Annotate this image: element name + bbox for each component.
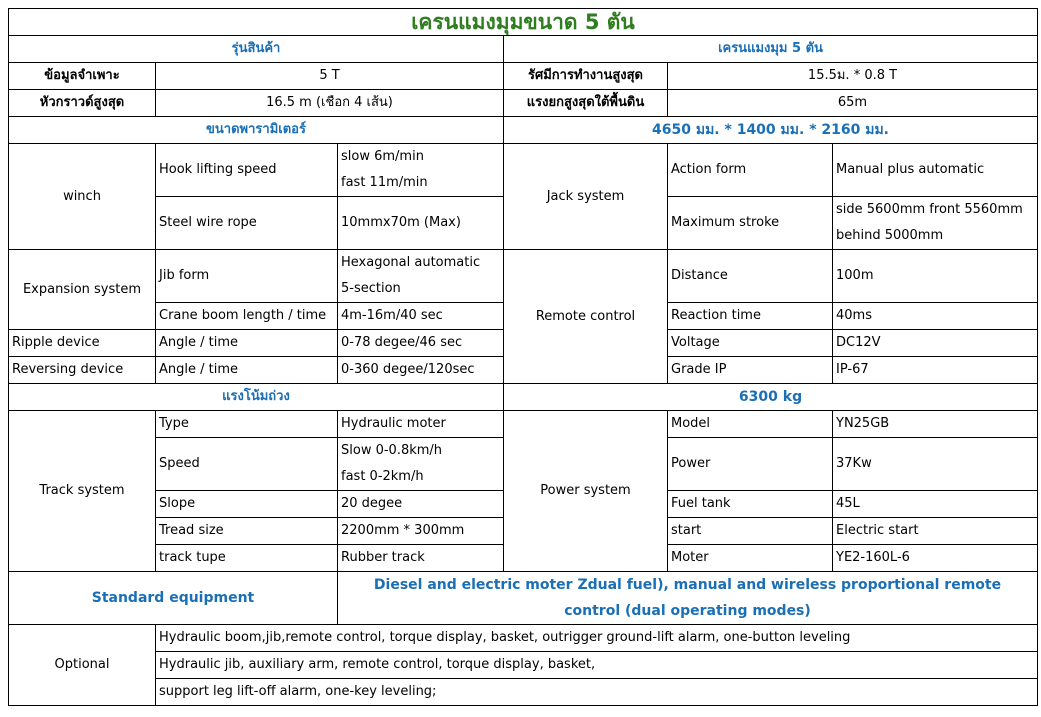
jib-label: Jib form (156, 250, 338, 303)
jack-label: Jack system (504, 144, 668, 250)
radius-value: 15.5ม. * 0.8 T (668, 63, 1038, 90)
stroke-line-2: behind 5000mm (836, 228, 944, 243)
tread-label: Tread size (156, 518, 338, 545)
speed-value (338, 438, 504, 491)
remote-label: Remote control (504, 250, 668, 384)
spec-value: 5 T (156, 63, 504, 90)
fuel-value: 45L (833, 491, 1038, 518)
speed-line-2: fast 0-2km/h (341, 469, 424, 484)
moment-value: 6300 kg (504, 384, 1038, 411)
tread-value: 2200mm * 300mm (338, 518, 504, 545)
stroke-value (833, 197, 1038, 250)
fuel-label: Fuel tank (668, 491, 833, 518)
underground-value: 65m (668, 90, 1038, 117)
hook-speed-label: Hook lifting speed (156, 144, 338, 197)
fast-speed: fast 11m/min (341, 175, 428, 190)
standard-line-1: Diesel and electric moter Zdual fuel), manual and wireless proportional remote (373, 577, 1002, 593)
slope-value: 20 degee (338, 491, 504, 518)
voltage-value: DC12V (833, 330, 1038, 357)
ripple-angle: Angle / time (156, 330, 338, 357)
ripple-value: 0-78 degee/46 sec (338, 330, 504, 357)
radius-label: รัศมีการทำงานสูงสุด (504, 63, 668, 90)
optional-line-2: Hydraulic jib, auxiliary arm, remote control, torque display, basket, (156, 652, 1038, 679)
hook-speed-value (338, 144, 504, 197)
boom-value: 4m-16m/40 sec (338, 303, 504, 330)
speed-label: Speed (156, 438, 338, 491)
moter-value: YE2-160L-6 (833, 545, 1038, 572)
reaction-label: Reaction time (668, 303, 833, 330)
moter-label: Moter (668, 545, 833, 572)
type-value: Hydraulic moter (338, 411, 504, 438)
slope-label: Slope (156, 491, 338, 518)
jib-line-2: 5-section (341, 281, 401, 296)
moment-label: แรงโน้มถ่วง (9, 384, 504, 411)
boom-label: Crane boom length / time (156, 303, 338, 330)
dim-label: ขนาดพารามิเตอร์ (9, 117, 504, 144)
action-label: Action form (668, 144, 833, 197)
standard-line-2: control (dual operating modes) (564, 603, 811, 619)
page-title: เครนแมงมุมขนาด 5 ตัน (9, 9, 1038, 36)
standard-label: Standard equipment (9, 572, 338, 625)
ip-value: IP-67 (833, 357, 1038, 384)
reversing-angle: Angle / time (156, 357, 338, 384)
distance-value: 100m (833, 250, 1038, 303)
action-value: Manual plus automatic (833, 144, 1038, 197)
dim-value: 4650 มม. * 1400 มม. * 2160 มม. (504, 117, 1038, 144)
power-model-value: YN25GB (833, 411, 1038, 438)
tupe-label: track tupe (156, 545, 338, 572)
ripple-label: Ripple device (9, 330, 156, 357)
spec-table (8, 8, 1038, 706)
power-power-label: Power (668, 438, 833, 491)
type-label: Type (156, 411, 338, 438)
ip-label: Grade IP (668, 357, 833, 384)
optional-line-3: support leg lift-off alarm, one-key leveling; (156, 679, 1038, 706)
winch-label: winch (9, 144, 156, 250)
power-model-label: Model (668, 411, 833, 438)
track-label: Track system (9, 411, 156, 572)
speed-line-1: Slow 0-0.8km/h (341, 443, 443, 458)
rope-label: Steel wire rope (156, 197, 338, 250)
distance-label: Distance (668, 250, 833, 303)
stroke-line-1: side 5600mm front 5560mm (836, 202, 1023, 217)
tupe-value: Rubber track (338, 545, 504, 572)
optional-label: Optional (9, 625, 156, 706)
power-power-value: 37Kw (833, 438, 1038, 491)
hook-label: หัวกราวด์สูงสุด (9, 90, 156, 117)
reversing-value: 0-360 degee/120sec (338, 357, 504, 384)
reversing-label: Reversing device (9, 357, 156, 384)
expansion-label: Expansion system (9, 250, 156, 330)
standard-value (338, 572, 1038, 625)
reaction-value: 40ms (833, 303, 1038, 330)
hook-value: 16.5 m (เชือก 4 เส้น) (156, 90, 504, 117)
slow-speed: slow 6m/min (341, 149, 424, 164)
jib-line-1: Hexagonal automatic (341, 255, 481, 270)
optional-line-1: Hydraulic boom,jib,remote control, torque display, basket, outrigger ground-lift alarm, one-button leveling (156, 625, 1038, 652)
start-value: Electric start (833, 518, 1038, 545)
jib-value (338, 250, 504, 303)
voltage-label: Voltage (668, 330, 833, 357)
spec-label: ข้อมูลจำเพาะ (9, 63, 156, 90)
start-label: start (668, 518, 833, 545)
rope-value: 10mmx70m (Max) (338, 197, 504, 250)
underground-label: แรงยกสูงสุดใต้พื้นดิน (504, 90, 668, 117)
stroke-label: Maximum stroke (668, 197, 833, 250)
model-value: เครนแมงมุม 5 ตัน (504, 36, 1038, 63)
model-label: รุ่นสินค้า (9, 36, 504, 63)
power-label: Power system (504, 411, 668, 572)
